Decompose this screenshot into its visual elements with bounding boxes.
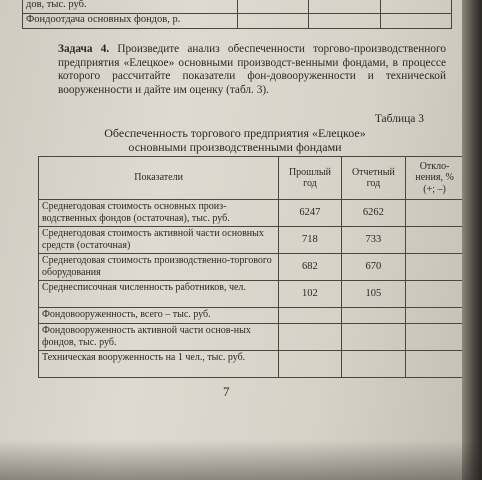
table-cell bbox=[238, 14, 309, 29]
table-row bbox=[39, 200, 464, 227]
row-dev bbox=[406, 308, 464, 324]
table-cell bbox=[380, 14, 451, 29]
header-curr-year: Отчетный год bbox=[341, 157, 406, 200]
table-title-line: Обеспеченность торгового предприятия «Елецкое» bbox=[104, 126, 366, 140]
row-curr bbox=[341, 351, 406, 378]
row-curr bbox=[341, 324, 406, 351]
row-curr bbox=[341, 308, 406, 324]
table-row bbox=[39, 281, 464, 308]
row-prev bbox=[279, 308, 341, 324]
row-prev: 6247 bbox=[279, 200, 341, 227]
table-cell: дов, тыс. руб. bbox=[23, 0, 238, 14]
book-edge-shadow bbox=[462, 0, 482, 480]
table-row bbox=[39, 254, 464, 281]
row-curr: 733 bbox=[341, 227, 406, 254]
row-prev bbox=[279, 351, 341, 378]
row-dev bbox=[406, 254, 464, 281]
table-row bbox=[39, 324, 464, 351]
table-row bbox=[23, 14, 452, 29]
row-prev: 718 bbox=[279, 227, 341, 254]
table-label: Таблица 3 bbox=[374, 113, 424, 125]
main-table bbox=[38, 156, 464, 378]
row-dev bbox=[406, 351, 464, 378]
row-prev bbox=[279, 324, 341, 351]
row-name: Среднесписочная численность работников, чел. bbox=[39, 281, 279, 308]
row-prev: 682 bbox=[279, 254, 341, 281]
row-curr: 6262 bbox=[341, 200, 406, 227]
header-indicators: Показатели bbox=[39, 157, 279, 200]
row-name: Фондовооруженность активной части основ-ных фондов, тыс. руб. bbox=[39, 324, 279, 351]
table-cell bbox=[380, 0, 451, 14]
row-curr: 105 bbox=[341, 281, 406, 308]
row-dev bbox=[406, 281, 464, 308]
header-prev-year: Прошлый год bbox=[279, 157, 341, 200]
table-title-line: основными производственными фондами bbox=[128, 140, 342, 154]
row-name: Фондовооруженность, всего – тыс. руб. bbox=[39, 308, 279, 324]
table-row bbox=[39, 227, 464, 254]
table-cell bbox=[309, 0, 380, 14]
task-text: Произведите анализ обеспеченности торгово-производственного предприятия «Елецкое» основными производст-венными фондами, в процессе которого рассчитайте показатели фон-довооруженности и технической вооруженности и дайте им оценку (табл. 3). bbox=[58, 43, 446, 96]
task-label: Задача 4. bbox=[58, 43, 110, 55]
table-header-row bbox=[39, 157, 464, 200]
bottom-shadow bbox=[0, 440, 482, 480]
row-name: Среднегодовая стоимость основных произ-водственных фондов (остаточная), тыс. руб. bbox=[39, 200, 279, 227]
table-cell bbox=[309, 14, 380, 29]
row-dev bbox=[406, 227, 464, 254]
row-name: Техническая вооруженность на 1 чел., тыс. руб. bbox=[39, 351, 279, 378]
table-cell: Фондоотдача основных фондов, р. bbox=[23, 14, 238, 29]
header-deviation: Откло-нения, % (+; –) bbox=[406, 157, 464, 200]
table-row bbox=[23, 0, 452, 14]
table-cell bbox=[238, 0, 309, 14]
row-dev bbox=[406, 200, 464, 227]
row-name: Среднегодовая стоимость производственно-торгового оборудования bbox=[39, 254, 279, 281]
row-dev bbox=[406, 324, 464, 351]
previous-table-fragment bbox=[22, 0, 452, 29]
row-curr: 670 bbox=[341, 254, 406, 281]
page-number: 7 bbox=[223, 384, 230, 399]
table-title bbox=[70, 126, 400, 154]
table-row bbox=[39, 351, 464, 378]
row-name: Среднегодовая стоимость активной части основных средств (остаточная) bbox=[39, 227, 279, 254]
table-row bbox=[39, 308, 464, 324]
row-prev: 102 bbox=[279, 281, 341, 308]
task-paragraph bbox=[58, 43, 446, 97]
